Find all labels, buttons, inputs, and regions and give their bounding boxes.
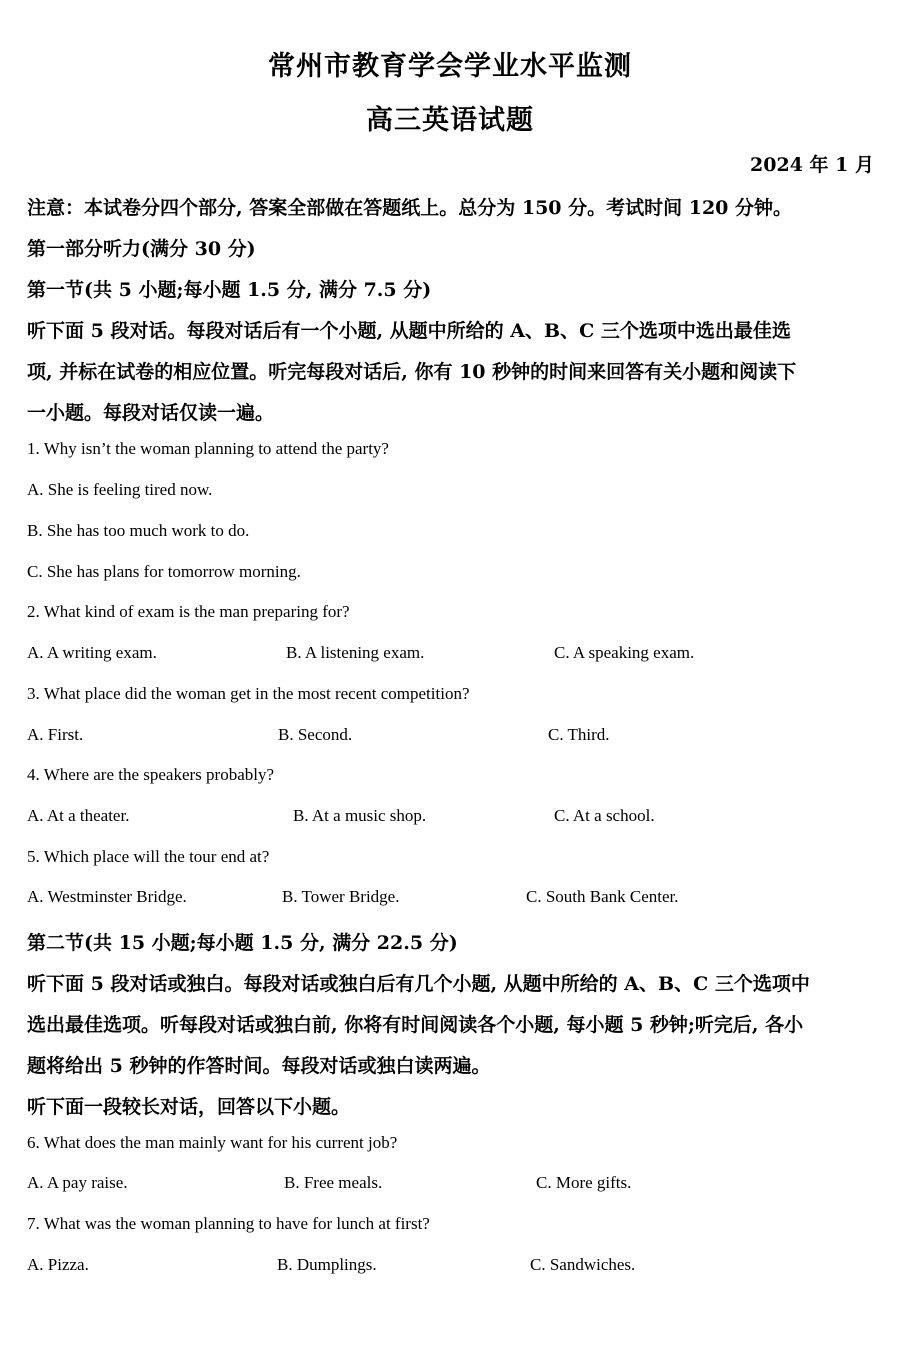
exam-date: 2024 年 1 月 [750,154,874,176]
exam-title: 常州市教育学会学业水平监测 [268,51,632,82]
section2-instruction-line: 听下面 5 段对话或独白。每段对话或独白后有几个小题, 从题中所给的 A、B、C 三个选项中 [27,973,810,995]
question-2: 2. What kind of exam is the man preparing for? [27,602,350,621]
q7-option-c: C. Sandwiches. [530,1255,636,1274]
exam-subtitle: 高三英语试题 [366,105,534,136]
q4-option-b: B. At a music shop. [293,806,427,825]
question-6: 6. What does the man mainly want for his current job? [27,1133,398,1152]
q2-option-b: B. A listening exam. [286,643,425,662]
section2-heading: 第二节(共 15 小题;每小题 1.5 分, 满分 22.5 分) [27,932,458,954]
section1-instruction-line: 一小题。每段对话仅读一遍。 [27,402,275,424]
q1-option-b: B. She has too much work to do. [27,521,250,540]
question-3: 3. What place did the woman get in the most recent competition? [27,684,470,703]
q5-option-c: C. South Bank Center. [526,887,679,906]
question-7: 7. What was the woman planning to have for lunch at first? [27,1214,430,1233]
question-1: 1. Why isn’t the woman planning to attend the party? [27,439,389,458]
q6-option-a: A. A pay raise. [27,1173,128,1192]
part1-heading: 第一部分听力(满分 30 分) [27,238,256,260]
q2-option-a: A. A writing exam. [27,643,157,662]
section1-instruction-line: 项, 并标在试卷的相应位置。听完每段对话后, 你有 10 秒钟的时间来回答有关小题和阅读下 [27,361,797,383]
dialogue-group-intro: 听下面一段较长对话，回答以下小题。 [27,1096,351,1118]
section2-instruction-line: 题将给出 5 秒钟的作答时间。每段对话或独白读两遍。 [27,1055,491,1077]
q3-option-b: B. Second. [278,725,353,744]
q6-option-b: B. Free meals. [284,1173,383,1192]
q4-option-c: C. At a school. [554,806,655,825]
q1-option-a: A. She is feeling tired now. [27,480,213,499]
q4-option-a: A. At a theater. [27,806,130,825]
q7-option-b: B. Dumplings. [277,1255,377,1274]
q7-option-a: A. Pizza. [27,1255,89,1274]
section1-instruction-line: 听下面 5 段对话。每段对话后有一个小题, 从题中所给的 A、B、C 三个选项中选出最佳选 [27,320,791,342]
section2-instruction-line: 选出最佳选项。听每段对话或独白前, 你将有时间阅读各个小题, 每小题 5 秒钟;听完后, 各小 [27,1014,804,1036]
q1-option-c: C. She has plans for tomorrow morning. [27,562,301,581]
q5-option-a: A. Westminster Bridge. [27,887,187,906]
section1-heading: 第一节(共 5 小题;每小题 1.5 分, 满分 7.5 分) [27,279,432,301]
q2-option-c: C. A speaking exam. [554,643,695,662]
exam-notice: 注意：本试卷分四个部分, 答案全部做在答题纸上。总分为 150 分。考试时间 120 分钟。 [27,197,793,219]
question-4: 4. Where are the speakers probably? [27,765,275,784]
q6-option-c: C. More gifts. [536,1173,632,1192]
q3-option-a: A. First. [27,725,84,744]
question-5: 5. Which place will the tour end at? [27,847,270,866]
q5-option-b: B. Tower Bridge. [282,887,400,906]
q3-option-c: C. Third. [548,725,610,744]
